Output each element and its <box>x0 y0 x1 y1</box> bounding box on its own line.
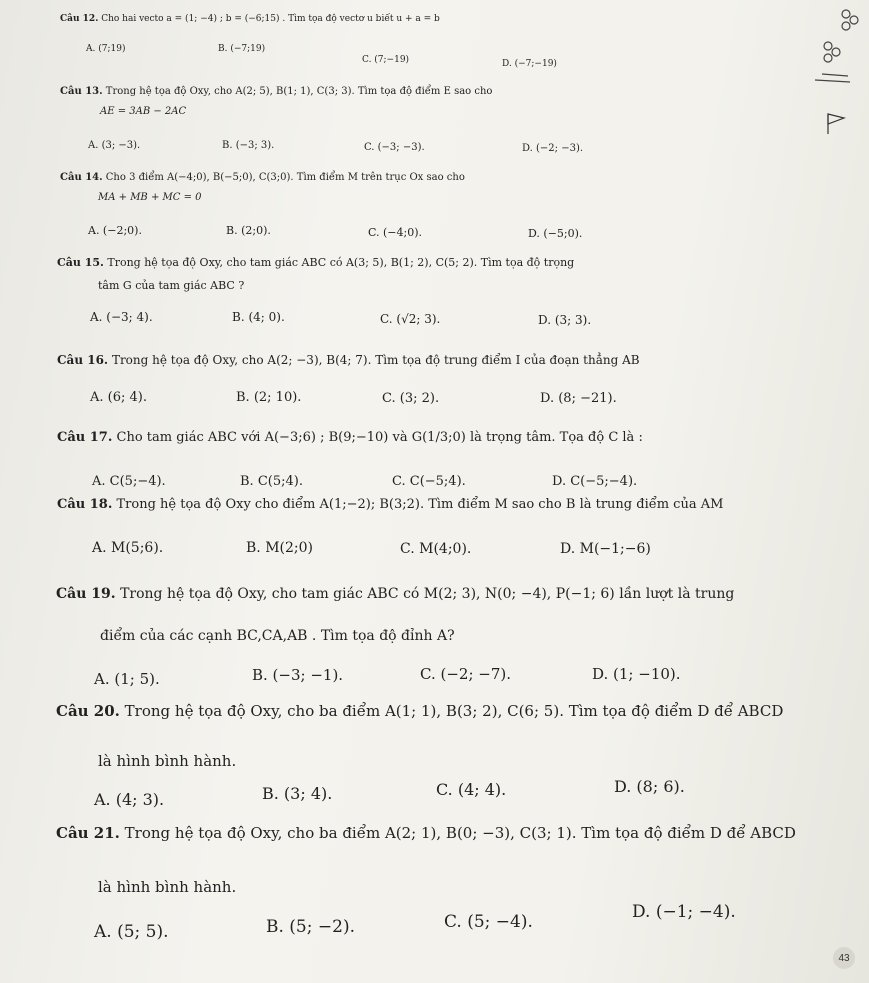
option-d: D. (−2; −3). <box>522 143 584 154</box>
question-number: Câu 19. <box>56 586 116 602</box>
question-stem: Trong hệ tọa độ Oxy, cho A(2; 5), B(1; 1), C(3; 3). Tìm tọa độ điểm E sao cho <box>105 86 493 97</box>
option-d: D. (−5;0). <box>528 227 583 240</box>
option-d: D. (−1; −4). <box>632 902 736 922</box>
question-21 <box>56 824 796 842</box>
option-d: D. (8; 6). <box>614 777 685 796</box>
option-c: C. C(−5;4). <box>392 474 466 489</box>
option-c: C. (−3; −3). <box>364 142 425 153</box>
question-21-line-2: là hình bình hành. <box>98 878 237 896</box>
question-19 <box>56 586 734 602</box>
question-number: Câu 12. <box>60 14 99 24</box>
option-b: B. M(2;0) <box>246 540 313 556</box>
question-18 <box>57 497 723 512</box>
question-stem: Trong hệ tọa độ Oxy, cho ba điểm A(2; 1), B(0; −3), C(3; 1). Tìm tọa độ điểm D để ABCD <box>124 824 796 842</box>
option-d: D. (−7;−19) <box>502 59 557 69</box>
option-c: C. (√2; 3). <box>380 312 441 326</box>
question-20-line-2: là hình bình hành. <box>98 752 237 770</box>
option-a: A. (6; 4). <box>90 390 147 405</box>
question-number: Câu 16. <box>57 353 109 367</box>
question-14 <box>60 172 465 183</box>
question-14-condition: MA + MB + MC = 0 <box>98 192 202 203</box>
question-number: Câu 20. <box>56 702 120 720</box>
question-number: Câu 17. <box>57 430 113 445</box>
option-d: D. (8; −21). <box>540 391 617 406</box>
option-c: C. M(4;0). <box>400 541 472 557</box>
question-13 <box>60 86 492 97</box>
question-number: Câu 18. <box>57 497 113 512</box>
option-d: D. (1; −10). <box>592 665 681 683</box>
option-b: B. (−7;19) <box>218 44 266 54</box>
option-d: D. (3; 3). <box>538 313 592 327</box>
flag-doodle-icon <box>820 108 850 138</box>
option-a: A. (3; −3). <box>88 140 141 151</box>
option-d: D. M(−1;−6) <box>560 541 651 557</box>
question-stem: Trong hệ tọa độ Oxy, cho tam giác ABC có M(2; 3), N(0; −4), P(−1; 6) lần lượt là trung <box>120 586 735 602</box>
question-stem: Trong hệ tọa độ Oxy cho điểm A(1;−2); B(3;2). Tìm điểm M sao cho B là trung điểm của AM <box>116 497 724 512</box>
option-a: A. (−2;0). <box>88 224 142 237</box>
option-b: B. (2; 10). <box>236 390 302 405</box>
question-15-line-2: tâm G của tam giác ABC ? <box>98 279 245 292</box>
option-a: A. (1; 5). <box>94 670 160 688</box>
option-a: A. (−3; 4). <box>90 310 153 324</box>
option-c: C. (7;−19) <box>362 55 410 65</box>
question-12 <box>60 14 440 24</box>
question-stem: Cho 3 điểm A(−4;0), B(−5;0), C(3;0). Tìm điểm M trên trục Ox sao cho <box>105 172 465 183</box>
option-d: D. C(−5;−4). <box>552 474 638 489</box>
question-stem: Cho tam giác ABC với A(−3;6) ; B(9;−10) và G(1/3;0) là trọng tâm. Tọa độ C là : <box>116 430 643 445</box>
option-c: C. (5; −4). <box>444 912 533 932</box>
option-a: A. (7;19) <box>86 44 126 54</box>
option-b: B. (4; 0). <box>232 310 285 324</box>
question-13-condition: AE = 3AB − 2AC <box>100 106 187 117</box>
question-15 <box>57 256 574 269</box>
option-a: A. (4; 3). <box>94 790 165 809</box>
option-c: C. (−2; −7). <box>420 665 511 683</box>
question-number: Câu 14. <box>60 172 103 183</box>
question-number: Câu 13. <box>60 86 103 97</box>
question-stem: Trong hệ tọa độ Oxy, cho A(2; −3), B(4; 7). Tìm tọa độ trung điểm I của đoạn thẳng AB <box>111 353 640 367</box>
option-b: B. (5; −2). <box>266 917 355 937</box>
option-b: B. (2;0). <box>226 224 271 237</box>
option-a: A. (5; 5). <box>94 922 169 942</box>
option-c: C. (−4;0). <box>368 226 423 239</box>
question-16 <box>57 353 640 367</box>
option-a: A. M(5;6). <box>92 540 164 556</box>
option-b: B. C(5;4). <box>240 474 303 489</box>
question-20 <box>56 702 783 720</box>
question-number: Câu 15. <box>57 256 104 269</box>
question-stem: Trong hệ tọa độ Oxy, cho ba điểm A(1; 1), B(3; 2), C(6; 5). Tìm tọa độ điểm D để ABCD <box>124 702 784 720</box>
option-c: C. (4; 4). <box>436 780 507 799</box>
option-b: B. (−3; 3). <box>222 140 275 151</box>
question-stem: Trong hệ tọa độ Oxy, cho tam giác ABC có A(3; 5), B(1; 2), C(5; 2). Tìm tọa độ trọng <box>107 256 575 269</box>
option-c: C. (3; 2). <box>382 391 440 406</box>
page-number: 43 <box>833 947 855 969</box>
option-b: B. (−3; −1). <box>252 666 344 684</box>
question-stem: Cho hai vecto a = (1; −4) ; b = (−6;15) . Tìm tọa độ vectơ u biết u + a = b <box>101 14 440 24</box>
option-b: B. (3; 4). <box>262 784 333 803</box>
question-17 <box>57 430 643 445</box>
option-a: A. C(5;−4). <box>92 474 166 489</box>
question-19-line-2: điểm của các cạnh BC,CA,AB . Tìm tọa độ đỉnh A? <box>100 628 455 644</box>
question-number: Câu 21. <box>56 824 120 842</box>
